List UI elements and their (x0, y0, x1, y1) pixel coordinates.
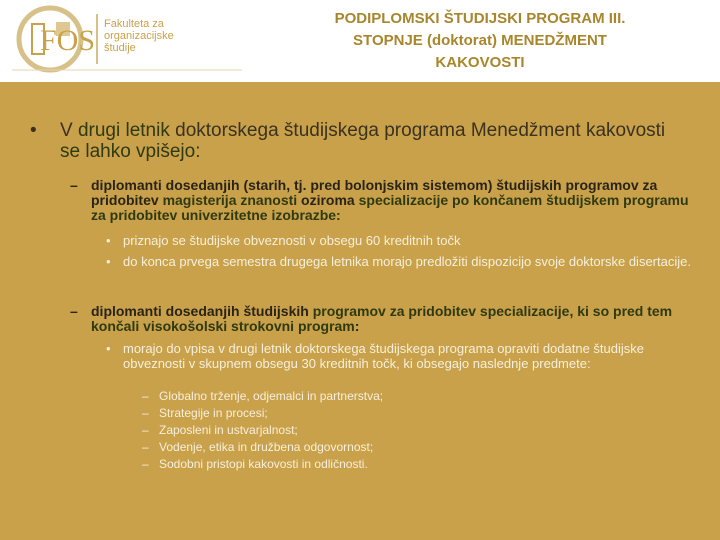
logo-monogram: FOS (40, 24, 96, 57)
title-line: PODIPLOMSKI ŠTUDIJSKI PROGRAM III. (334, 10, 626, 27)
course-name: Sodobni pristopi kakovosti in odličnosti. (159, 457, 368, 471)
bullet-symbol: • (30, 120, 37, 141)
list-item-text: priznajo se študijske obveznosti v obsegu 60 kreditnih točk (123, 233, 461, 248)
logo-line: organizacijske (104, 30, 174, 42)
main-bullet-text (60, 120, 670, 162)
course-name: Strategije in procesi; (159, 406, 268, 420)
bullet-symbol: • (106, 233, 111, 248)
course-item (142, 422, 542, 439)
bullet-symbol: • (106, 254, 111, 269)
bullet-symbol: • (106, 341, 111, 356)
text-run: doktorskega študijskega programa Menedžment kakovosti (169, 120, 666, 141)
course-item (142, 439, 542, 456)
section-text (91, 178, 700, 223)
list-item (106, 254, 696, 269)
dash-symbol: – (70, 303, 78, 319)
title-line: KAKOVOSTI (435, 54, 525, 71)
text-run: diplomanti dosedanjih študijskih (91, 303, 313, 319)
text-run: : (354, 318, 360, 334)
highlight-text: specializacije po končanem študijskem programu za pridobitev univerzitetne izobrazbe: (91, 192, 689, 223)
course-name: Zaposleni in ustvarjalnost; (159, 423, 298, 437)
highlight-text: programov za pridobitev specializacije, ki so pred tem končali visokošolski strokovni program (91, 303, 673, 334)
main-bullet (30, 120, 670, 162)
header-bar (0, 0, 720, 82)
title-line: STOPNJE (doktorat) MENEDŽMENT (353, 32, 607, 49)
section-text (91, 304, 700, 334)
course-item (142, 388, 542, 405)
page-title (260, 8, 700, 74)
dash-symbol: – (142, 406, 149, 420)
logo-line: Fakulteta za (104, 18, 164, 30)
highlight-text: se lahko vpišejo: (60, 141, 201, 162)
course-list (142, 388, 542, 473)
dash-symbol: – (70, 177, 78, 193)
dash-symbol: – (142, 457, 149, 471)
section-specializacija (70, 304, 700, 334)
slide-content (0, 82, 720, 540)
logo-line: študije (104, 42, 136, 54)
list-item-text: morajo do vpisa v drugi letnik doktorskega študijskega programa opraviti dodatne študijske obveznosti v skupnem obsegu 30 kreditnih točk, ki obsegajo naslednje predmete: (123, 341, 645, 371)
course-name: Vodenje, etika in družbena odgovornost; (159, 440, 374, 454)
dash-symbol: – (142, 423, 149, 437)
section-magisterij (70, 178, 700, 223)
course-name: Globalno trženje, odjemalci in partnerstva; (159, 389, 384, 403)
list-item-text: do konca prvega semestra drugega letnika morajo predložiti dispozicijo svoje doktorske disertacije. (123, 254, 691, 269)
highlight-text: magisterija znanosti (162, 192, 298, 208)
text-run: diplomanti dosedanjih (starih, tj. pred bolonjskim sistemom) študijskih programov za pridobitev (91, 177, 658, 208)
dash-symbol: – (142, 440, 149, 454)
text-run: V (60, 120, 78, 141)
course-item (142, 405, 542, 422)
list-item (106, 233, 696, 248)
highlight-text: drugi letnik (77, 120, 170, 141)
dash-symbol: – (142, 389, 149, 403)
list-item (106, 341, 696, 371)
text-run: oziroma (297, 192, 359, 208)
course-item (142, 456, 542, 473)
logo-caption (104, 18, 174, 54)
faculty-logo (12, 4, 252, 74)
